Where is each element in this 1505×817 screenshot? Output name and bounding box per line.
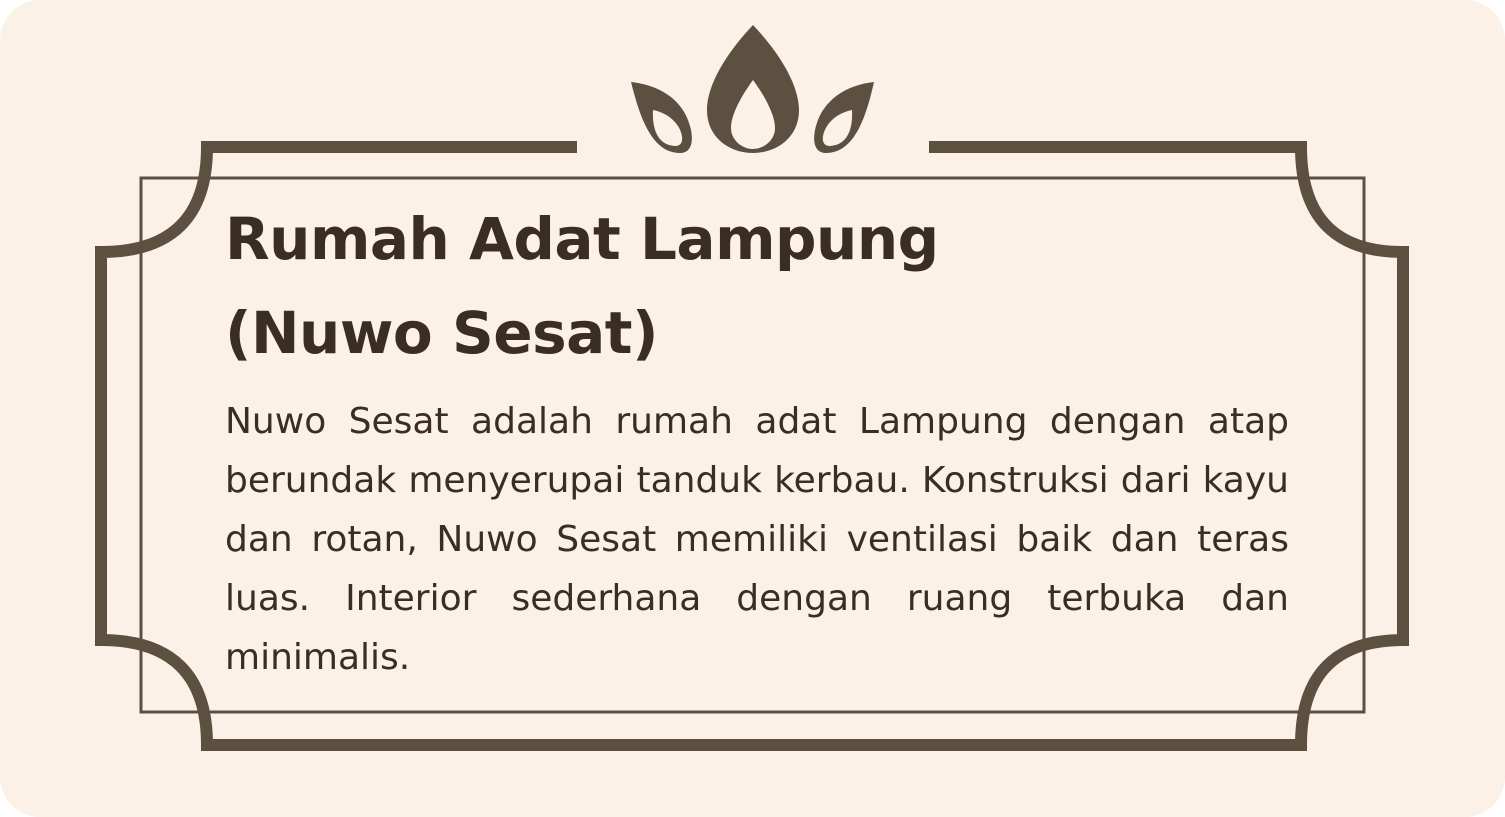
card-content [225,192,1289,687]
three-leaf-ornament-icon [631,25,874,153]
right-leaf [814,82,874,153]
card-title [225,192,1289,380]
card-title-line-2: (Nuwo Sesat) [225,299,658,367]
card-title-line-1: Rumah Adat Lampung [225,205,939,273]
center-leaf [707,25,799,153]
left-leaf [631,82,692,153]
card-description: Nuwo Sesat adalah rumah adat Lampung dengan atap berundak menyerupai tanduk kerbau. Konstruksi dari kayu dan rotan, Nuwo Sesat memiliki ventilasi baik dan teras luas. Interior sederhana dengan ruang terbuka dan minimalis. [225,401,1289,678]
